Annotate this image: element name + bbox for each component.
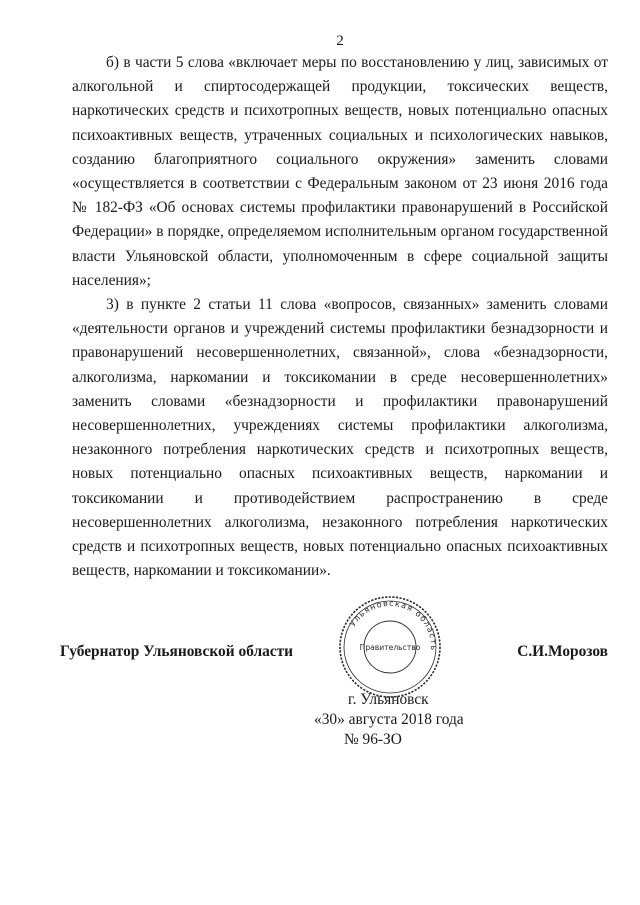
- signing-date: «30» августа 2018 года: [314, 711, 464, 728]
- law-number: № 96-ЗО: [344, 731, 402, 748]
- paragraph-amendment-3: 3) в пункте 2 статьи 11 слова «вопросов, связанных» заменить словами «деятельности органов и учреждений системы профилактики безнадзорности и правонарушений несовершеннолетних, связанной», слова «безнадзорности, алкоголизма, наркомании и токсикомании в среде несовершеннолетних» заменить словами «безнадзорности и профилактики правонарушений несовершеннолетних, учреждениях системы профилактики алкоголизма, незаконного потребления наркотических средств и психотропных веществ, новых потенциально опасных психоактивных веществ, наркомании и токсикомании и противодействием распространению в среде несовершеннолетних алкоголизма, незаконного потребления наркотических средств и психотропных веществ, новых потенциально опасных психоактивных веществ, наркомании и токсикомании».: [72, 296, 608, 580]
- page-number: 2: [336, 33, 344, 49]
- official-seal-stamp: [330, 592, 450, 702]
- signing-city: г. Ульяновск: [348, 691, 429, 708]
- seal-center-text: Правительство: [359, 643, 421, 652]
- signatory-name: С.И.Морозов: [517, 643, 608, 660]
- seal-ring-text: Ульяновская область: [348, 598, 439, 652]
- place-date-number-block: [290, 690, 490, 750]
- signatory-title: Губернатор Ульяновской области: [60, 643, 294, 660]
- document-body: [72, 51, 608, 583]
- paragraph-amendment-b: б) в части 5 слова «включает меры по восстановлению у лиц, зависимых от алкогольной и спиртосодержащей продукции, токсических веществ, наркотических средств и психотропных веществ, новых потенциально опасных психоактивных веществ, утраченных социальных и психологических навыков, созданию благоприятного социального окружения» заменить словами «осуществляется в соответствии с Федеральным законом от 23 июня 2016 года № 182-ФЗ «Об основах системы профилактики правонарушений в Российской Федерации» в порядке, определяемом исполнительным органом государственной власти Ульяновской области, уполномоченным в сфере социальной защиты населения»;: [72, 54, 608, 289]
